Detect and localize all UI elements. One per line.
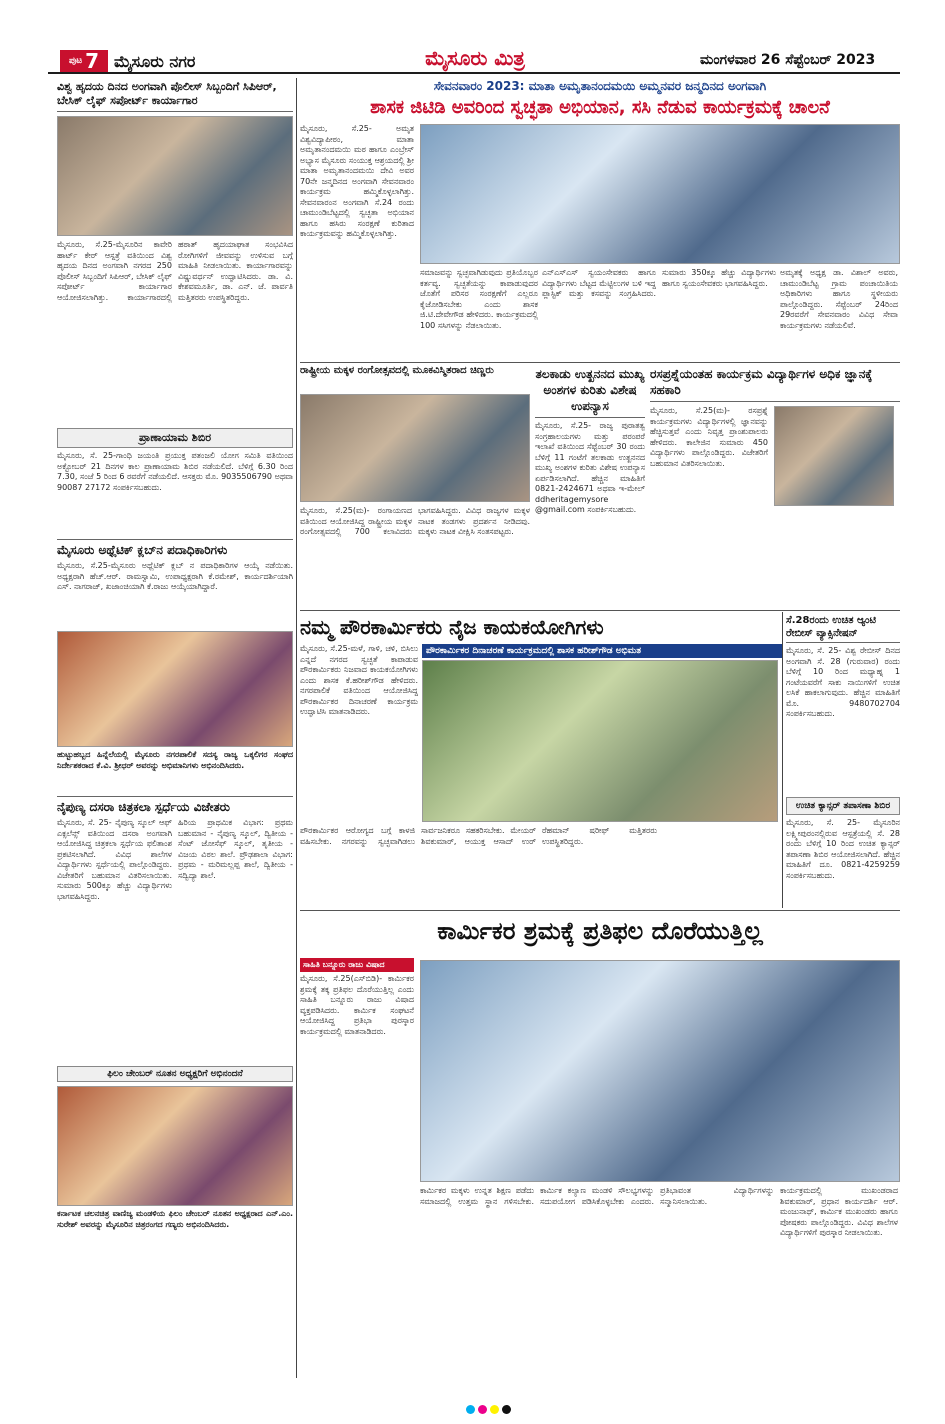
talakadu-headline: ತಲಕಾಡು ಉತ್ಖನನದ ಮುಖ್ಯ ಅಂಶಗಳ ಕುರಿತು ವಿಶೇಷ ಉಪನ್ಯಾಸ <box>535 366 645 418</box>
theatre-body: ಮೈಸೂರು, ಸೆ.25(ಮ)- ರಂಗಾಯಣದ ವತಿಯಿಂದ ಆಯೋಜಿಸಿದ್ದ ರಾಷ್ಟ್ರೀಯ ಮಕ್ಕಳ ರಂಗೋತ್ಸವದಲ್ಲಿ 700 ಕಲಾವಿದರು ಭಾಗವಹಿಸಿದ್ದರು. ವಿವಿಧ ರಾಜ್ಯಗಳ ಮಕ್ಕಳ ನಾಟಕ ತಂಡಗಳು ಪ್ರದರ್ಶನ ನೀಡಿದವು. ಮಕ್ಕಳು ನಾಟಕ ವೀಕ್ಷಿಸಿ ಸಂತಸಪಟ್ಟರು. <box>300 506 530 536</box>
page-number-badge <box>60 50 108 72</box>
athletic-club-headline: ಮೈಸೂರು ಅಥ್ಲೆಟಿಕ್ ಕ್ಲಬ್‌ನ ಪದಾಧಿಕಾರಿಗಳು <box>57 539 293 558</box>
pourakarmika-body: ಮೈಸೂರು, ಸೆ.25-ಮಳೆ, ಗಾಳಿ, ಚಳಿ, ಬಿಸಿಲು ಎನ್ನದೆ ನಗರದ ಸ್ವಚ್ಛತೆ ಕಾಪಾಡುವ ಪೌರಕಾರ್ಮಿಕರು ನಿಜವಾದ ಕಾಯಕಯೋಗಿಗಳು ಎಂದು ಶಾಸಕ ಕೆ.ಹರೀಶ್‌ಗೌಡ ಹೇಳಿದರು. ನಗರಪಾಲಿಕೆ ವತಿಯಿಂದ ಆಯೋಜಿಸಿದ್ದ ಪೌರಕಾರ್ಮಿಕರ ದಿನಾಚರಣೆ ಕಾರ್ಯಕ್ರಮ ಉದ್ಘಾಟಿಸಿ ಮಾತನಾಡಿದರು. <box>300 644 418 716</box>
quiz-headline: ರಸಪ್ರಶ್ನೆಯಂತಹ ಕಾರ್ಯಕ್ರಮ ವಿದ್ಯಾರ್ಥಿಗಳ ಅಧಿಕ ಜ್ಞಾನಕ್ಕೆ ಸಹಕಾರಿ <box>650 366 900 402</box>
right-column <box>786 614 900 902</box>
registration-black <box>502 1405 511 1414</box>
karmika-body: ಮೈಸೂರು, ಸೆ.25(ಎಸ್‌ಬಿಡಿ)- ಕಾರ್ಮಿಕರ ಶ್ರಮಕ್ಕೆ ತಕ್ಕ ಪ್ರತಿಫಲ ದೊರೆಯುತ್ತಿಲ್ಲ ಎಂದು ಸಾಹಿತಿ ಬನ್ನೂರು ರಾಜು ವಿಷಾದ ವ್ಯಕ್ತಪಡಿಸಿದರು. ಕಾರ್ಮಿಕ ಸಂಘಟನೆ ಆಯೋಜಿಸಿದ್ದ ಪ್ರತಿಭಾ ಪುರಸ್ಕಾರ ಕಾರ್ಯಕ್ರಮದಲ್ಲಿ ಮಾತನಾಡಿದರು. <box>300 974 414 1036</box>
left-column <box>57 80 293 1289</box>
talakadu-body: ಮೈಸೂರು, ಸೆ.25- ರಾಜ್ಯ ಪುರಾತತ್ವ ಸಂಗ್ರಹಾಲಯಗಳು ಮತ್ತು ಪರಂಪರೆ ಇಲಾಖೆ ವತಿಯಿಂದ ಸೆಪ್ಟೆಂಬರ್ 30 ರಂದು ಬೆಳಿಗ್ಗೆ 11 ಗಂಟೆಗೆ ತಲಕಾಡು ಉತ್ಖನನದ ಮುಖ್ಯ ಅಂಶಗಳ ಕುರಿತು ವಿಶೇಷ ಉಪನ್ಯಾಸ ಏರ್ಪಡಿಸಲಾಗಿದೆ. ಹೆಚ್ಚಿನ ಮಾಹಿತಿಗೆ 0821-2424671 ಅಥವಾ ಇ-ಮೇಲ್ ddheritagemysore @gmail.com ಸಂಪರ್ಕಿಸಬಹುದು. <box>535 421 645 514</box>
painting-contest-body-wrap <box>57 818 293 1062</box>
painting-contest-winners: ಹಿರಿಯ ಪ್ರಾಥಮಿಕ ವಿಭಾಗ: ಪ್ರಥಮ ಬಹುಮಾನ - ನೈಪುಣ್ಯ ಸ್ಕೂಲ್, ದ್ವಿತೀಯ - ಸೆಂಟ್ ಜೋಸೆಫ್ ಸ್ಕೂಲ್, ತೃತೀಯ - ವಿಜಯ ವಿಠಲ ಶಾಲೆ. ಪ್ರೌಢಶಾಲಾ ವಿಭಾಗ: ಪ್ರಥಮ - ಮರಿಮಲ್ಲಪ್ಪ ಶಾಲೆ, ದ್ವಿತೀಯ - ಸದ್ವಿದ್ಯಾ ಶಾಲೆ. <box>178 818 293 880</box>
rabies-headline: ಸೆ.28ರಂದು ಉಚಿತ ಆ್ಯಂಟಿ ರೇಬೀಸ್ ವ್ಯಾಕ್ಸಿನೇಷನ್ <box>786 614 900 643</box>
pranayama-headline: ಪ್ರಾಣಾಯಾಮ ಶಿಬಿರ <box>57 428 293 448</box>
mid-rule <box>300 610 900 611</box>
lead-rule <box>300 362 900 363</box>
photo-birthday-caption: ಹುಟ್ಟುಹಬ್ಬದ ಹಿನ್ನೆಲೆಯಲ್ಲಿ ಮೈಸೂರು ನಗರಪಾಲಿಕೆ ಸದಸ್ಯ ರಾಜ್ಯ ಒಕ್ಕಲಿಗರ ಸಂಘದ ನಿರ್ದೇಶಕರಾದ ಕೆ.ವಿ. ಶ್ರೀಧರ್ ಅವರನ್ನು ಅಭಿಮಾನಿಗಳು ಅಭಿನಂದಿಸಿದರು. <box>57 750 293 770</box>
painting-contest-body: ಮೈಸೂರು, ಸೆ. 25- ನೈಪುಣ್ಯ ಸ್ಕೂಲ್ ಆಫ್ ಎಕ್ಸಲೆನ್ಸ್ ವತಿಯಿಂದ ದಸರಾ ಅಂಗವಾಗಿ ಆಯೋಜಿಸಿದ್ದ ಚಿತ್ರಕಲಾ ಸ್ಪರ್ಧೆಯ ಫಲಿತಾಂಶ ಪ್ರಕಟಿಸಲಾಗಿದೆ. ವಿವಿಧ ಶಾಲೆಗಳ ವಿದ್ಯಾರ್ಥಿಗಳು ಸ್ಪರ್ಧೆಯಲ್ಲಿ ಪಾಲ್ಗೊಂಡಿದ್ದರು. ವಿಜೇತರಿಗೆ ಬಹುಮಾನ ವಿತರಿಸಲಾಯಿತು. ಸುಮಾರು 500ಕ್ಕೂ ಹೆಚ್ಚು ವಿದ್ಯಾರ್ಥಿಗಳು ಭಾಗವಹಿಸಿದ್ದರು. <box>57 818 172 901</box>
newspaper-name: ಮೈಸೂರು ಮಿತ್ರ <box>425 46 525 70</box>
page-label: ಪುಟ <box>68 56 83 66</box>
photo-karmika-awards <box>420 960 900 1182</box>
cancer-camp-body: ಮೈಸೂರು, ಸೆ. 25- ಮೈಸೂರಿನ ಲಕ್ಷ್ಮೀಪುರಂನಲ್ಲಿರುವ ಆಸ್ಪತ್ರೆಯಲ್ಲಿ ಸೆ. 28 ರಂದು ಬೆಳಿಗ್ಗೆ 10 ರಿಂದ ಉಚಿತ ಕ್ಯಾನ್ಸರ್ ತಪಾಸಣಾ ಶಿಬಿರ ಆಯೋಜಿಸಲಾಗಿದೆ. ಹೆಚ್ಚಿನ ಮಾಹಿತಿಗೆ ದೂ. 0821-4259259 ಸಂಪರ್ಕಿಸಬಹುದು. <box>786 818 900 880</box>
talakadu-box <box>535 366 645 621</box>
quiz-box <box>650 366 900 606</box>
article-heart-day-headline: ವಿಶ್ವ ಹೃದಯ ದಿನದ ಅಂಗವಾಗಿ ಪೊಲೀಸ್ ಸಿಬ್ಬಂದಿಗೆ ಸಿಪಿಆರ್, ಬೇಸಿಕ್ ಲೈಫ್ ಸಪೋರ್ಟ್ ಕಾರ್ಯಾಗಾರ <box>57 80 293 112</box>
photo-theatre <box>300 394 530 502</box>
quiz-body: ಮೈಸೂರು, ಸೆ.25(ಮ)- ರಸಪ್ರಶ್ನೆ ಕಾರ್ಯಕ್ರಮಗಳು ವಿದ್ಯಾರ್ಥಿಗಳಲ್ಲಿ ಜ್ಞಾನವನ್ನು ಹೆಚ್ಚಿಸುತ್ತವೆ ಎಂದು ನಿವೃತ್ತ ಪ್ರಾಂಶುಪಾಲರು ಹೇಳಿದರು. ಕಾಲೇಜಿನ ಸುಮಾರು 450 ವಿದ್ಯಾರ್ಥಿಗಳು ಪಾಲ್ಗೊಂಡಿದ್ದರು. ವಿಜೇತರಿಗೆ ಬಹುಮಾನ ವಿತರಿಸಲಾಯಿತು. <box>650 406 768 468</box>
column-divider <box>296 78 297 1378</box>
lead-kicker: ಸೇವನವಾರಂ 2023: ಮಾತಾ ಅಮೃತಾನಂದಮಯಿ ಅಮ್ಮನವರ ಜನ್ಮದಿನದ ಅಂಗವಾಗಿ <box>433 79 767 93</box>
pourakarmika-headline: ನಮ್ಮ ಪೌರಕಾರ್ಮಿಕರು ನೈಜ ಕಾಯಕಯೋಗಿಗಳು <box>300 615 604 639</box>
photo-quiz-speaker <box>774 406 894 506</box>
film-chamber-headline: ಫಿಲಂ ಚೇಂಬರ್ ನೂತನ ಅಧ್ಯಕ್ಷರಿಗೆ ಅಭಿನಂದನೆ <box>57 1066 293 1082</box>
lead-body-2: ಸಮಾಜವನ್ನು ಸ್ವಚ್ಛವಾಗಿಡುವುದು ಪ್ರತಿಯೊಬ್ಬರ ಕರ್ತವ್ಯ. ಸ್ವಚ್ಛತೆಯನ್ನು ಕಾಪಾಡುವುದರ ಜೊತೆಗೆ ಪರಿಸರ ಸಂರಕ್ಷಣೆಗೆ ಎಲ್ಲರೂ ಕೈಜೋಡಿಸಬೇಕು ಎಂದು ಶಾಸಕ ಜಿ.ಟಿ.ದೇವೇಗೌಡ ಹೇಳಿದರು. ಕಾರ್ಯಕ್ರಮದಲ್ಲಿ 100 ಸಸಿಗಳನ್ನು ನೆಡಲಾಯಿತು. <box>420 268 538 330</box>
theatre-headline: ರಾಷ್ಟ್ರೀಯ ಮಕ್ಕಳ ರಂಗೋತ್ಸವದಲ್ಲಿ ಮೂಕವಿಸ್ಮಿತರಾದ ಚಿಣ್ಣರು <box>300 365 494 376</box>
lead-body-1: ಮೈಸೂರು, ಸೆ.25- ಅಮೃತ ವಿಶ್ವವಿದ್ಯಾಪೀಠಂ, ಮಾತಾ ಅಮೃತಾನಂದಮಯಿ ಮಠ ಹಾಗೂ ಎಂಬ್ರೇಸ್ ಅಭ್ಯಾಸ ಮೈಸೂರು ಸಂಯುಕ್ತ ಆಶ್ರಯದಲ್ಲಿ ಶ್ರೀ ಮಾತಾ ಅಮೃತಾನಂದಮಯಿ ದೇವಿ ಅವರ 70ನೇ ಜನ್ಮದಿನದ ಅಂಗವಾಗಿ ಸೇವನವಾರಂ ಕಾರ್ಯಕ್ರಮ ಹಮ್ಮಿಕೊಳ್ಳಲಾಗಿತ್ತು. ಸೇವನವಾರಂನ ಅಂಗವಾಗಿ ಸೆ.24 ರಂದು ಚಾಮುಂಡಿಬೆಟ್ಟದಲ್ಲಿ ಸ್ವಚ್ಛತಾ ಅಭಿಯಾನ ಹಾಗೂ ಹಸಿರು ಸಂರಕ್ಷಣೆ ಕುರಿತಾದ ಕಾರ್ಯಕ್ರಮವನ್ನು ಹಮ್ಮಿಕೊಳ್ಳಲಾಗಿತ್ತು. <box>300 124 414 238</box>
lead-headline: ಶಾಸಕ ಜಿಟಿಡಿ ಅವರಿಂದ ಸ್ವಚ್ಛತಾ ಅಭಿಯಾನ, ಸಸಿ ನೆಡುವ ಕಾರ್ಯಕ್ರಮಕ್ಕೆ ಚಾಲನೆ <box>370 97 830 118</box>
karmika-byline: ಸಾಹಿತಿ ಬನ್ನೂರು ರಾಜು ವಿಷಾದ <box>300 958 414 972</box>
photo-film-chamber-caption: ಕರ್ನಾಟಕ ಚಲನಚಿತ್ರ ವಾಣಿಜ್ಯ ಮಂಡಳಿಯ ಫಿಲಂ ಚೇಂಬರ್ ನೂತನ ಅಧ್ಯಕ್ಷರಾದ ಎನ್.ಎಂ. ಸುರೇಶ್ ಅವರನ್ನು ಮೈಸೂರಿನ ಚಿತ್ರರಂಗದ ಗಣ್ಯರು ಅಭಿನಂದಿಸಿದರು. <box>57 1209 293 1229</box>
photo-film-chamber <box>57 1086 293 1206</box>
photo-birthday <box>57 631 293 747</box>
karmika-body-2: ಕಾರ್ಮಿಕರ ಮಕ್ಕಳು ಉನ್ನತ ಶಿಕ್ಷಣ ಪಡೆದು ಸಮಾಜದಲ್ಲಿ ಉತ್ತಮ ಸ್ಥಾನ ಗಳಿಸಬೇಕು. ಕಾರ್ಮಿಕ ಕಲ್ಯಾಣ ಮಂಡಳಿ ಸೌಲಭ್ಯಗಳನ್ನು ಸದುಪಯೋಗ ಪಡಿಸಿಕೊಳ್ಳಬೇಕು ಎಂದರು. ಪ್ರತಿಭಾವಂತ ವಿದ್ಯಾರ್ಥಿಗಳನ್ನು ಸನ್ಮಾನಿಸಲಾಯಿತು. <box>420 1186 774 1206</box>
lower-rule <box>300 910 900 911</box>
pourakarmika-subhead: ಪೌರಕಾರ್ಮಿಕರ ದಿನಾಚರಣೆ ಕಾರ್ಯಕ್ರಮದಲ್ಲಿ ಶಾಸಕ ಹರೀಶ್‌ಗೌಡ ಅಭಿಮತ <box>422 644 782 658</box>
pranayama-body: ಮೈಸೂರು, ಸೆ. 25-ಗಾಂಧಿ ಜಯಂತಿ ಪ್ರಯುಕ್ತ ಪತಂಜಲಿ ಯೋಗ ಸಮಿತಿ ವತಿಯಿಂದ ಅಕ್ಟೋಬರ್ 21 ದಿನಗಳ ಕಾಲ ಪ್ರಾಣಾಯಾಮ ಶಿಬಿರ ನಡೆಯಲಿದೆ. ಬೆಳಿಗ್ಗೆ 6.30 ರಿಂದ 7.30, ಸಂಜೆ 5 ರಿಂದ 6 ರವರೆಗೆ ನಡೆಯಲಿದೆ. ಆಸಕ್ತರು ಮೊ. 9035506790 ಅಥವಾ 90087 27172 ಸಂಪರ್ಕಿಸಬಹುದು. <box>57 451 293 492</box>
karmika-body-3: ಕಾರ್ಯಕ್ರಮದಲ್ಲಿ ಮುಖಂಡರಾದ ಶಿವಕುಮಾರ್, ಪ್ರಧಾನ ಕಾರ್ಯದರ್ಶಿ ಆರ್. ಮಂಜುನಾಥ್, ಕಾರ್ಮಿಕ ಮುಖಂಡರು ಹಾಗೂ ಪೋಷಕರು ಪಾಲ್ಗೊಂಡಿದ್ದರು. ವಿವಿಧ ಶಾಲೆಗಳ ವಿದ್ಯಾರ್ಥಿಗಳಿಗೆ ಪುರಸ್ಕಾರ ನೀಡಲಾಯಿತು. <box>780 1186 898 1237</box>
photo-lead-cleanliness <box>420 124 900 264</box>
issue-date: ಮಂಗಳವಾರ 26 ಸೆಪ್ಟೆಂಬರ್ 2023 <box>700 52 876 68</box>
article-heart-day-body: ಮೈಸೂರು, ಸೆ.25-ಮೈಸೂರಿನ ಕಾವೇರಿ ಹಾರ್ಟ್ ಕೇರ್ ಆಸ್ಪತ್ರೆ ವತಿಯಿಂದ ವಿಶ್ವ ಹೃದಯ ದಿನದ ಅಂಗವಾಗಿ ನಗರದ 250 ಪೊಲೀಸ್ ಸಿಬ್ಬಂದಿಗೆ ಸಿಪಿಆರ್, ಬೇಸಿಕ್ ಲೈಫ್ ಸಪೋರ್ಟ್ ಕಾರ್ಯಾಗಾರ ಆಯೋಜಿಸಲಾಗಿತ್ತು. ಕಾರ್ಯಾಗಾರದಲ್ಲಿ ಹಠಾತ್ ಹೃದಯಾಘಾತ ಸಂಭವಿಸಿದ ರೋಗಿಗಳಿಗೆ ಜೀವವನ್ನು ಉಳಿಸುವ ಬಗ್ಗೆ ಮಾಹಿತಿ ನೀಡಲಾಯಿತು. ಕಾರ್ಯಾಗಾರವನ್ನು ವಿಷ್ಣುವರ್ಧನ್ ಉದ್ಘಾಟಿಸಿದರು. ಡಾ. ವಿ. ಕೇಶವಮೂರ್ತಿ, ಡಾ. ಎನ್. ಜೆ. ಪಾರ್ವತಿ ಮತ್ತಿತರರು ಉಪಸ್ಥಿತರಿದ್ದರು. <box>57 240 293 302</box>
photo-heart-day <box>57 116 293 236</box>
section-title: ಮೈಸೂರು ನಗರ <box>114 52 196 71</box>
pourakarmika-body-2: ಪೌರಕಾರ್ಮಿಕರ ಆರೋಗ್ಯದ ಬಗ್ಗೆ ಕಾಳಜಿ ವಹಿಸಬೇಕು. ನಗರವನ್ನು ಸ್ವಚ್ಛವಾಗಿಡಲು ಸಾರ್ವಜನಿಕರೂ ಸಹಕರಿಸಬೇಕು. ಮೇಯರ್ ಶಿವಕುಮಾರ್, ಆಯುಕ್ತ ಆಸಾದ್ ಉರ್ ರೆಹಮಾನ್ ಷರೀಫ್ ಮತ್ತಿತರರು ಉಪಸ್ಥಿತರಿದ್ದರು. <box>300 826 657 846</box>
registration-yellow <box>490 1405 499 1414</box>
rabies-body: ಮೈಸೂರು, ಸೆ. 25- ವಿಶ್ವ ರೇಬೀಸ್ ದಿನದ ಅಂಗವಾಗಿ ಸೆ. 28 (ಗುರುವಾರ) ರಂದು ಬೆಳಿಗ್ಗೆ 10 ರಿಂದ ಮಧ್ಯಾಹ್ನ 1 ಗಂಟೆಯವರೆಗೆ ಸಾಕು ನಾಯಿಗಳಿಗೆ ಉಚಿತ ಲಸಿಕೆ ಹಾಕಲಾಗುವುದು. ಹೆಚ್ಚಿನ ಮಾಹಿತಿಗೆ ಮೊ. 9480702704 ಸಂಪರ್ಕಿಸಬಹುದು. <box>786 646 900 718</box>
lead-story <box>300 78 900 120</box>
karmika-headline: ಕಾರ್ಮಿಕರ ಶ್ರಮಕ್ಕೆ ಪ್ರತಿಫಲ ದೊರೆಯುತ್ತಿಲ್ಲ <box>437 917 763 945</box>
painting-contest-headline: ನೈಪುಣ್ಯ ದಸರಾ ಚಿತ್ರಕಲಾ ಸ್ಪರ್ಧೆಯ ವಿಜೇತರು <box>57 796 293 815</box>
right-divider <box>782 612 783 908</box>
page-number: 7 <box>85 49 100 73</box>
athletic-club-body: ಮೈಸೂರು, ಸೆ.25-ಮೈಸೂರು ಅಥ್ಲೆಟಿಕ್ ಕ್ಲಬ್ ನ ಪದಾಧಿಕಾರಿಗಳ ಆಯ್ಕೆ ನಡೆಯಿತು. ಅಧ್ಯಕ್ಷರಾಗಿ ಹೆಚ್.ಆರ್. ರಾಮಸ್ವಾಮಿ, ಉಪಾಧ್ಯಕ್ಷರಾಗಿ ಕೆ.ರಮೇಶ್, ಕಾರ್ಯದರ್ಶಿಯಾಗಿ ಎಸ್. ನಾಗರಾಜ್, ಖಜಾಂಚಿಯಾಗಿ ಕೆ.ರಾಜು ಆಯ್ಕೆಯಾಗಿದ್ದಾರೆ. <box>57 561 293 591</box>
registration-magenta <box>478 1405 487 1414</box>
cancer-camp-headline: ಉಚಿತ ಕ್ಯಾನ್ಸರ್ ತಪಾಸಣಾ ಶಿಬಿರ <box>786 797 900 815</box>
lead-body-4: ಅಮೃತಕ್ಕೆ ಅಧ್ಯಕ್ಷ ಡಾ. ವಿಶಾಲ್ ಅವರು, ಚಾಮುಂಡಿಬೆಟ್ಟ ಗ್ರಾಮ ಪಂಚಾಯಿತಿಯ ಅಧಿಕಾರಿಗಳು ಹಾಗೂ ಸ್ಥಳೀಯರು ಪಾಲ್ಗೊಂಡಿದ್ದರು. ಸೆಪ್ಟೆಂಬರ್ 24ರಿಂದ 29ರವರೆಗೆ ಸೇವನವಾರಂ ವಿವಿಧ ಸೇವಾ ಕಾರ್ಯಕ್ರಮಗಳು ನಡೆಯಲಿವೆ. <box>780 268 898 330</box>
lead-body-3: ಎನ್‌ಎಸ್‌ಎಸ್ ಸ್ವಯಂಸೇವಕರು ಹಾಗೂ ವಿದ್ಯಾರ್ಥಿಗಳು ಬೆಟ್ಟದ ಮೆಟ್ಟಿಲುಗಳ ಬಳಿ ಇದ್ದ ಪ್ಲಾಸ್ಟಿಕ್ ಮತ್ತು ಕಸವನ್ನು ಸಂಗ್ರಹಿಸಿದರು. ಸುಮಾರು 350ಕ್ಕೂ ಹೆಚ್ಚು ವಿದ್ಯಾರ್ಥಿಗಳು ಹಾಗೂ ಸ್ವಯಂಸೇವಕರು ಭಾಗವಹಿಸಿದ್ದರು. <box>542 268 776 298</box>
photo-pourakarmika <box>422 660 778 822</box>
registration-cyan <box>466 1405 475 1414</box>
quiz-content <box>650 406 900 606</box>
